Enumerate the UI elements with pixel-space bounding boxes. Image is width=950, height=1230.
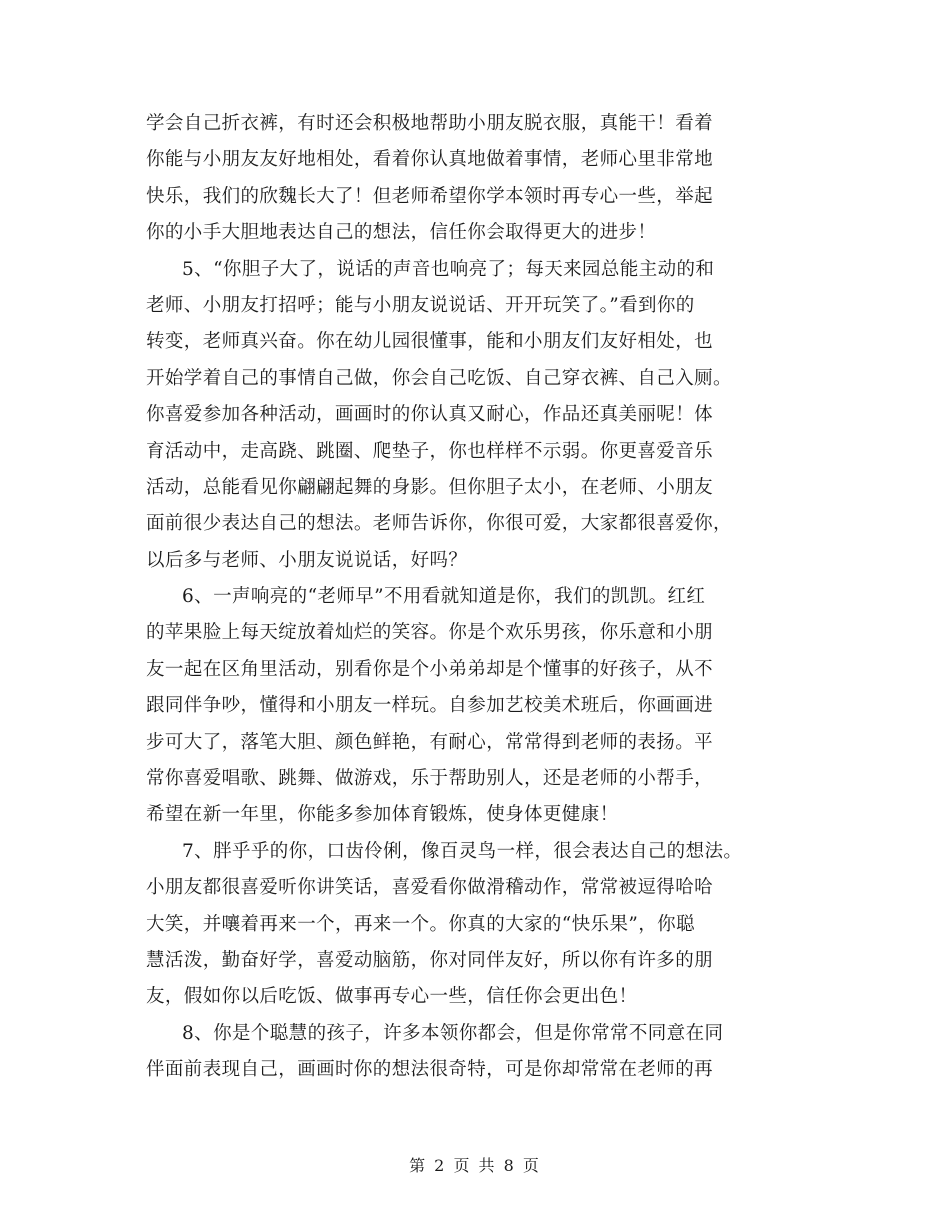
text-line: 常你喜爱唱歌、跳舞、做游戏，乐于帮助别人，还是老师的小帮手， xyxy=(146,768,714,790)
paragraph-start-7: 7、胖乎乎的你，口齿伶俐，像百灵鸟一样，很会表达自己的想法。 xyxy=(182,840,743,862)
text-line: 的苹果脸上每天绽放着灿烂的笑容。你是个欢乐男孩，你乐意和小朋 xyxy=(146,622,714,644)
text-line: 小朋友都很喜爱听你讲笑话，喜爱看你做滑稽动作，常常被逗得哈哈 xyxy=(146,877,714,899)
text-line: 开始学着自己的事情自己做，你会自己吃饭、自己穿衣裤、自己入厕。 xyxy=(146,367,732,389)
text-line: 育活动中，走高跷、跳圈、爬垫子，你也样样不示弱。你更喜爱音乐 xyxy=(146,440,714,462)
text-line: 你喜爱参加各种活动，画画时的你认真又耐心，作品还真美丽呢！体 xyxy=(146,404,714,426)
text-line: 你能与小朋友友好地相处，看着你认真地做着事情，老师心里非常地 xyxy=(146,149,714,171)
paragraph-start-5: 5、“你胆子大了，说话的声音也响亮了；每天来园总能主动的和 xyxy=(182,258,715,280)
text-line: 学会自己折衣裤，有时还会积极地帮助小朋友脱衣服，真能干！看着 xyxy=(146,113,714,134)
text-line: 伴面前表现自己，画画时你的想法很奇特，可是你却常常在老师的再 xyxy=(146,1059,714,1081)
text-line: 大笑，并嚷着再来一个，再来一个。你真的大家的“快乐果”，你聪 xyxy=(146,913,695,935)
text-line: 以后多与老师、小朋友说说话，好吗？ xyxy=(146,549,468,571)
paragraph-start-8: 8、你是个聪慧的孩子，许多本领你都会，但是你常常不同意在同 xyxy=(182,1022,724,1044)
text-line: 友，假如你以后吃饭、做事再专心一些，信任你会更出色！ xyxy=(146,986,638,1008)
text-line: 活动，总能看见你翩翩起舞的身影。但你胆子太小，在老师、小朋友 xyxy=(146,476,714,498)
text-line: 面前很少表达自己的想法。老师告诉你，你很可爱，大家都很喜爱你， xyxy=(146,513,732,535)
text-line: 老师、小朋友打招呼；能与小朋友说说话、开开玩笑了。”看到你的 xyxy=(146,294,695,316)
text-line: 跟同伴争吵，懂得和小朋友一样玩。自参加艺校美术班后，你画画进 xyxy=(146,695,714,717)
text-line: 快乐，我们的欣魏长大了！但老师希望你学本领时再专心一些，举起 xyxy=(146,185,714,207)
page-number-footer: 第 2 页 共 8 页 xyxy=(409,1156,541,1175)
paragraph-start-6: 6、一声响亮的“老师早”不用看就知道是你，我们的凯凯。红红 xyxy=(182,586,706,608)
body-text xyxy=(146,106,836,1089)
text-line: 希望在新一年里，你能多参加体育锻炼，使身体更健康！ xyxy=(146,804,619,826)
text-line: 步可大了，落笔大胆、颜色鲜艳，有耐心，常常得到老师的表扬。平 xyxy=(146,731,714,753)
text-line: 你的小手大胆地表达自己的想法，信任你会取得更大的进步！ xyxy=(146,222,657,244)
text-line: 慧活泼，勤奋好学，喜爱动脑筋，你对同伴友好，所以你有许多的朋 xyxy=(146,949,714,971)
text-line: 转变，老师真兴奋。你在幼儿园很懂事，能和小朋友们友好相处，也 xyxy=(146,331,714,353)
text-line: 友一起在区角里活动，别看你是个小弟弟却是个懂事的好孩子，从不 xyxy=(146,658,714,680)
